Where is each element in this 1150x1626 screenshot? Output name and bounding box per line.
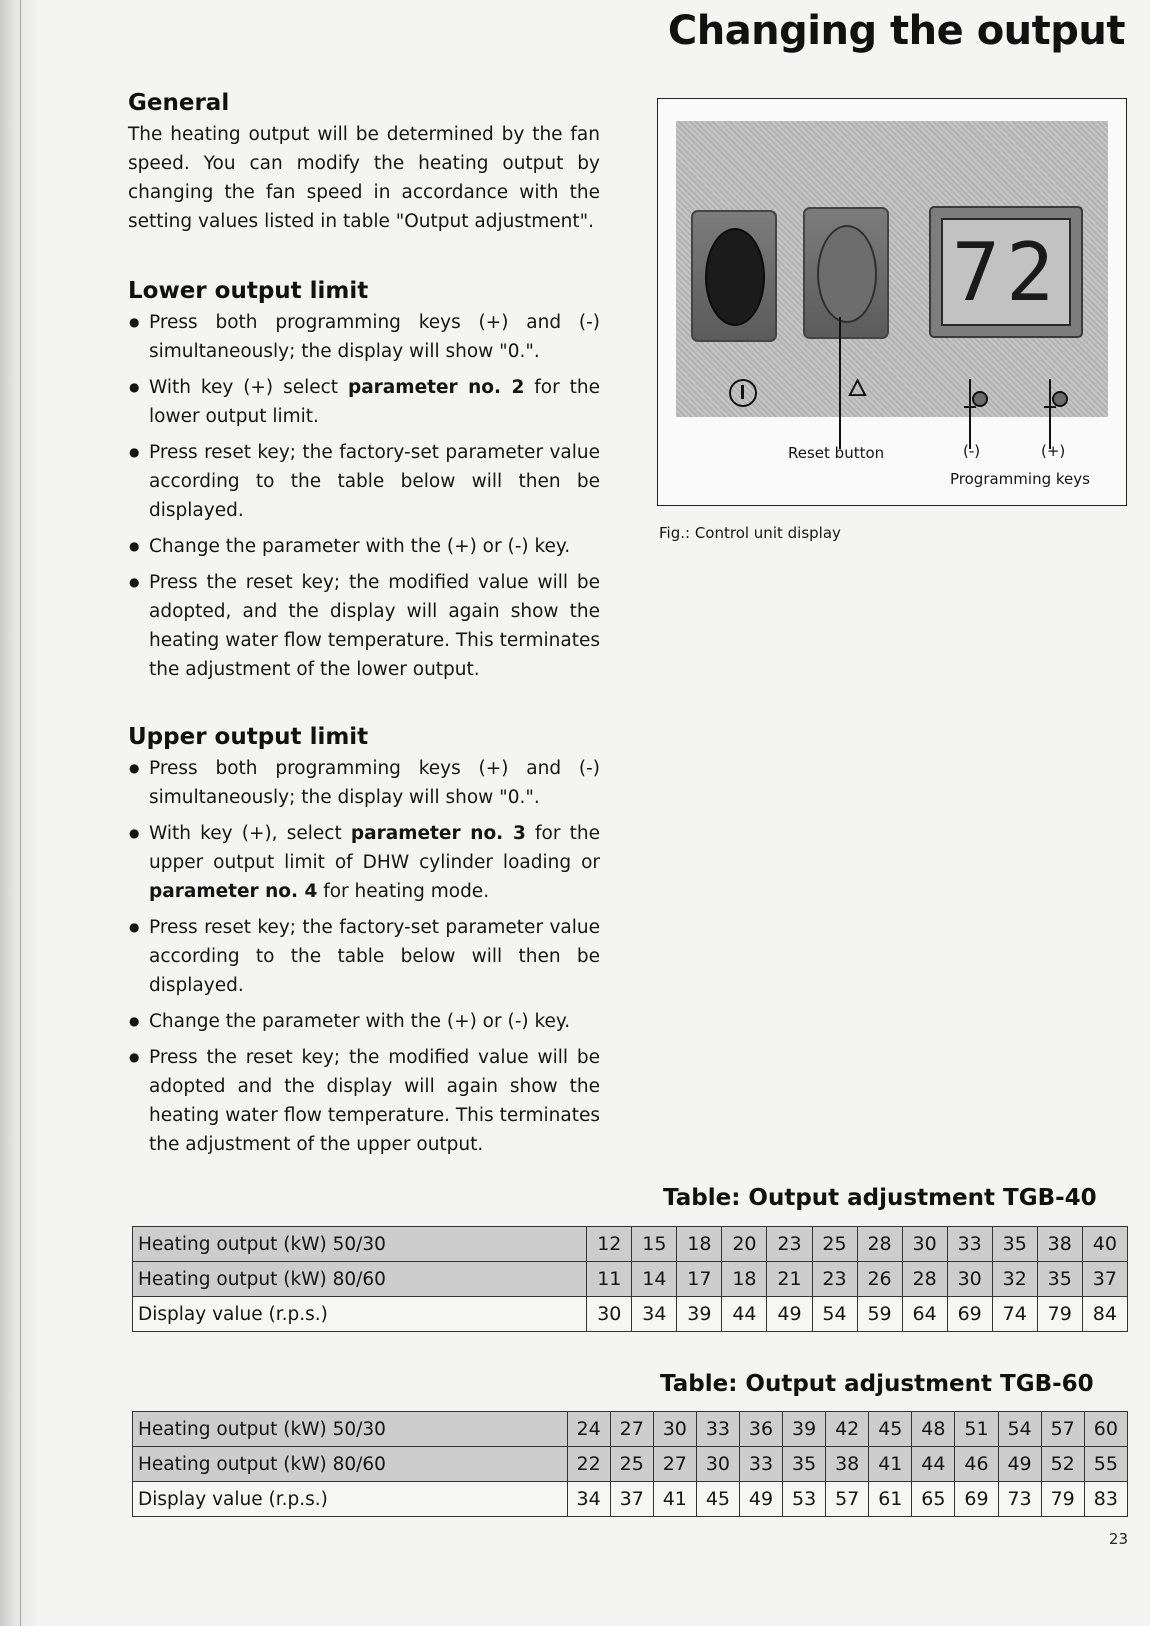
table-cell: 60 (1084, 1412, 1127, 1447)
table-cell: 41 (653, 1482, 696, 1517)
table-cell: 21 (767, 1262, 812, 1297)
table-cell: 30 (653, 1412, 696, 1447)
control-unit-figure (657, 98, 1127, 506)
table-cell: 35 (783, 1447, 826, 1482)
table-cell: 15 (632, 1227, 677, 1262)
row-label: Heating output (kW) 50/30 (133, 1227, 587, 1262)
plus-leader-line (1049, 379, 1051, 449)
table-cell: 49 (998, 1447, 1041, 1482)
table-cell: 73 (998, 1482, 1041, 1517)
plus-key-label: (+) (1041, 442, 1066, 460)
table-cell: 74 (992, 1297, 1037, 1332)
upper-steps-list (128, 754, 600, 1159)
table-cell: 34 (632, 1297, 677, 1332)
table-cell: 64 (902, 1297, 947, 1332)
lower-step-2 (128, 373, 600, 431)
upper-step-2-pre: With key (+), select (149, 823, 351, 844)
upper-step-2 (128, 819, 600, 906)
section-general (128, 90, 600, 236)
table-cell: 65 (912, 1482, 955, 1517)
flame-icon: 🜂 (847, 374, 868, 402)
table-cell: 24 (567, 1412, 610, 1447)
upper-step-2-parameter-4: parameter no. 4 (149, 881, 318, 902)
lower-step-4 (128, 532, 600, 561)
spine-crease (20, 0, 21, 1626)
table-cell: 38 (826, 1447, 869, 1482)
reset-button (803, 207, 889, 339)
table-row (133, 1227, 1128, 1262)
table-cell: 28 (857, 1227, 902, 1262)
table-cell: 54 (812, 1297, 857, 1332)
table-cell: 12 (587, 1227, 632, 1262)
page-number: 23 (1108, 1530, 1128, 1548)
table-cell: 48 (912, 1412, 955, 1447)
table-cell: 27 (610, 1412, 653, 1447)
programming-keys-label: Programming keys (950, 470, 1090, 488)
table-cell: 30 (587, 1297, 632, 1332)
table-row (133, 1262, 1128, 1297)
table-cell: 39 (677, 1297, 722, 1332)
table-cell: 28 (902, 1262, 947, 1297)
power-switch (691, 210, 777, 342)
programming-key-minus (972, 391, 988, 407)
table-cell: 25 (610, 1447, 653, 1482)
digital-display: 72 (941, 218, 1071, 326)
power-switch-oval (705, 228, 765, 326)
upper-step-5 (128, 1043, 600, 1159)
table-cell: 11 (587, 1262, 632, 1297)
table-cell: 14 (632, 1262, 677, 1297)
lower-step-3-text: Press reset key; the factory-set parameter value according to the table below will then be displayed. (149, 442, 600, 521)
table-cell: 59 (857, 1297, 902, 1332)
row-label: Heating output (kW) 80/60 (133, 1447, 568, 1482)
table-cell: 34 (567, 1482, 610, 1517)
table-cell: 45 (869, 1412, 912, 1447)
lower-step-2-parameter: parameter no. 2 (347, 377, 525, 398)
table-cell: 17 (677, 1262, 722, 1297)
lower-steps-list (128, 308, 600, 684)
lower-step-3 (128, 438, 600, 525)
table-cell: 37 (1082, 1262, 1127, 1297)
table-row (133, 1412, 1128, 1447)
table-cell: 45 (696, 1482, 739, 1517)
general-heading: General (128, 90, 230, 116)
table-cell: 57 (826, 1482, 869, 1517)
upper-step-1 (128, 754, 600, 812)
table-row (133, 1297, 1128, 1332)
lower-step-4-text: Change the parameter with the (+) or (-) key. (149, 536, 571, 557)
display-frame (929, 206, 1083, 338)
reset-button-label: Reset button (788, 444, 885, 462)
table-cell: 35 (992, 1227, 1037, 1262)
table-cell: 33 (739, 1447, 782, 1482)
reset-button-oval (817, 225, 877, 323)
table-cell: 32 (992, 1262, 1037, 1297)
power-icon (729, 379, 757, 407)
lower-heading: Lower output limit (128, 278, 369, 304)
reset-leader-line (839, 317, 841, 449)
table-cell: 41 (869, 1447, 912, 1482)
lower-step-1-text: Press both programming keys (+) and (-) simultaneously; the display will show "0.". (149, 312, 600, 362)
table-cell: 30 (902, 1227, 947, 1262)
row-label: Display value (r.p.s.) (133, 1482, 568, 1517)
table-cell: 69 (947, 1297, 992, 1332)
lower-step-1 (128, 308, 600, 366)
lower-step-2-post: for the lower output limit. (149, 377, 600, 427)
table-tgb40 (132, 1226, 1128, 1332)
table-cell: 61 (869, 1482, 912, 1517)
instructions-column (128, 90, 600, 1166)
programming-key-plus (1052, 391, 1068, 407)
row-label: Heating output (kW) 50/30 (133, 1412, 568, 1447)
table-cell: 25 (812, 1227, 857, 1262)
row-label: Heating output (kW) 80/60 (133, 1262, 587, 1297)
table-cell: 20 (722, 1227, 767, 1262)
figure-caption: Fig.: Control unit display (659, 524, 841, 542)
table-tgb40-title: Table: Output adjustment TGB-40 (663, 1185, 1097, 1211)
table-cell: 18 (722, 1262, 767, 1297)
minus-key-label: (-) (963, 442, 981, 460)
table-cell: 46 (955, 1447, 998, 1482)
upper-step-4 (128, 1007, 600, 1036)
table-tgb60 (132, 1411, 1128, 1517)
upper-step-1-text: Press both programming keys (+) and (-) simultaneously; the display will show "0.". (149, 758, 600, 808)
table-cell: 84 (1082, 1297, 1127, 1332)
table-cell: 26 (857, 1262, 902, 1297)
table-cell: 49 (739, 1482, 782, 1517)
table-cell: 39 (783, 1412, 826, 1447)
table-cell: 23 (812, 1262, 857, 1297)
row-label: Display value (r.p.s.) (133, 1297, 587, 1332)
table-cell: 18 (677, 1227, 722, 1262)
page-title: Changing the output (667, 8, 1125, 54)
plus-leader-tick (1044, 406, 1056, 408)
table-cell: 35 (1037, 1262, 1082, 1297)
table-cell: 38 (1037, 1227, 1082, 1262)
table-cell: 36 (739, 1412, 782, 1447)
upper-heading: Upper output limit (128, 724, 369, 750)
table-cell: 54 (998, 1412, 1041, 1447)
upper-step-2-parameter-3: parameter no. 3 (350, 823, 526, 844)
table-cell: 22 (567, 1447, 610, 1482)
lower-step-5 (128, 568, 600, 684)
upper-step-5-text: Press the reset key; the modified value will be adopted and the display will again show the heating water flow temperature. This terminates the adjustment of the upper output. (149, 1047, 600, 1155)
section-lower-output-limit (128, 278, 600, 684)
table-cell: 30 (696, 1447, 739, 1482)
table-cell: 27 (653, 1447, 696, 1482)
control-panel (676, 121, 1108, 417)
table-cell: 33 (947, 1227, 992, 1262)
table-cell: 44 (912, 1447, 955, 1482)
upper-step-2-mid: for the upper output limit of DHW cylinder loading or (149, 823, 600, 873)
table-cell: 53 (783, 1482, 826, 1517)
table-cell: 23 (767, 1227, 812, 1262)
lower-step-5-text: Press the reset key; the modified value will be adopted, and the display will again show the heating water flow temperature. This terminates the adjustment of the lower output. (149, 572, 600, 680)
table-cell: 79 (1041, 1482, 1084, 1517)
table-row (133, 1482, 1128, 1517)
table-cell: 37 (610, 1482, 653, 1517)
general-text: The heating output will be determined by the fan speed. You can modify the heating output by changing the fan speed in accordance with the setting values listed in table "Output adjustment". (128, 124, 600, 232)
table-cell: 40 (1082, 1227, 1127, 1262)
table-cell: 57 (1041, 1412, 1084, 1447)
table-cell: 83 (1084, 1482, 1127, 1517)
minus-leader-line (969, 379, 971, 449)
table-cell: 44 (722, 1297, 767, 1332)
table-cell: 33 (696, 1412, 739, 1447)
table-cell: 52 (1041, 1447, 1084, 1482)
table-cell: 51 (955, 1412, 998, 1447)
table-cell: 79 (1037, 1297, 1082, 1332)
table-cell: 42 (826, 1412, 869, 1447)
upper-step-2-post: for heating mode. (317, 881, 490, 902)
table-cell: 69 (955, 1482, 998, 1517)
table-tgb60-title: Table: Output adjustment TGB-60 (660, 1371, 1094, 1397)
upper-step-3-text: Press reset key; the factory-set parameter value according to the table below will then be displayed. (149, 917, 600, 996)
table-cell: 55 (1084, 1447, 1127, 1482)
minus-leader-tick (964, 406, 976, 408)
section-upper-output-limit (128, 724, 600, 1159)
table-cell: 49 (767, 1297, 812, 1332)
upper-step-4-text: Change the parameter with the (+) or (-) key. (149, 1011, 571, 1032)
table-cell: 30 (947, 1262, 992, 1297)
book-spine-shadow (0, 0, 38, 1626)
lower-step-2-pre: With key (+) select (149, 377, 348, 398)
upper-step-3 (128, 913, 600, 1000)
table-row (133, 1447, 1128, 1482)
